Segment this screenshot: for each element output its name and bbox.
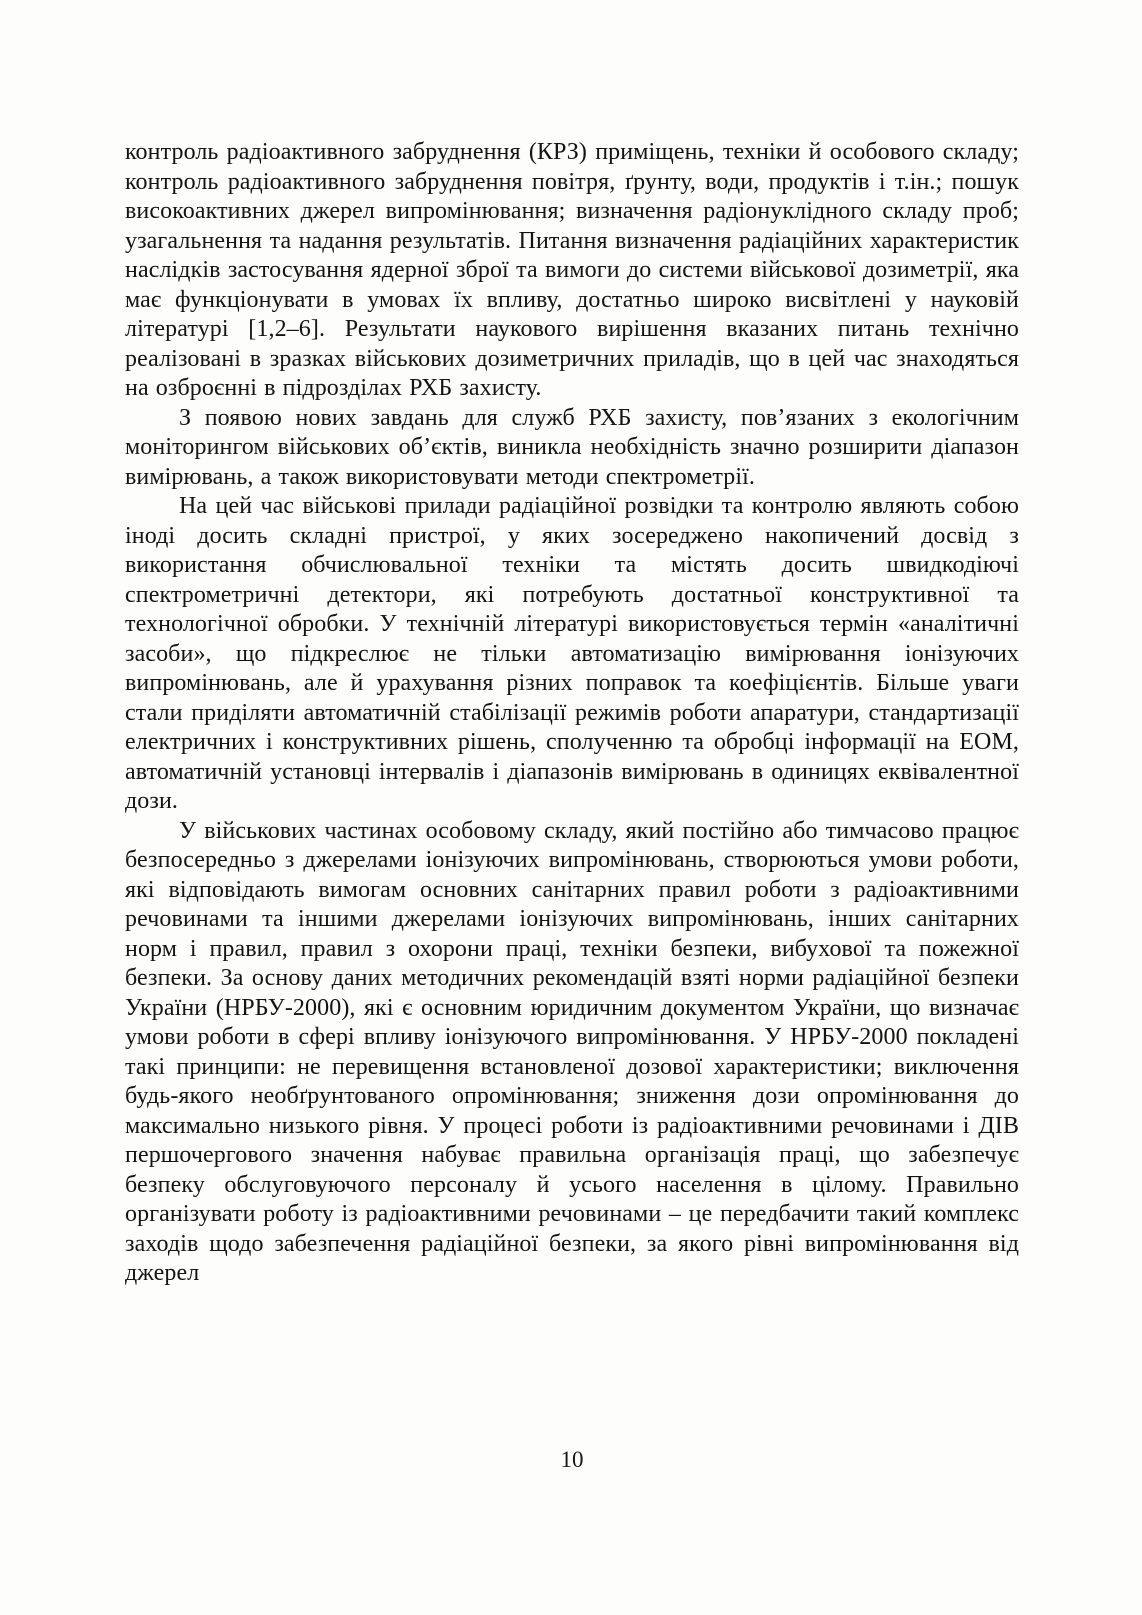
page-number: 10: [560, 1447, 584, 1472]
paragraph-military-devices: На цей час військові прилади радіаційної розвідки та контролю являють собою іноді досить складні пристрої, у яких зосереджено накопичений досвід з використання обчислювальної техніки та містять досить швидкодіючі спектрометричні детектори, які потребують достатньої конструктивної та технологічної обробки. У технічній літературі використовується термін «аналітичні засоби», що підкреслює не тільки автоматизацію вимірювання іонізуючих випромінювань, але й урахування різних поправок та коефіцієнтів. Більше уваги стали приділяти автоматичній стабілізації режимів роботи апаратури, стандартизації електричних і конструктивних рішень, сполученню та обробці інформації на ЕОМ, автоматичній установці інтервалів і діапазонів вимірювань в одиницях еквівалентної дози.: [125, 493, 1019, 814]
body-text: [125, 138, 1019, 1289]
paragraph-new-tasks: З появою нових завдань для служб РХБ захисту, пов’язаних з екологічним моніторингом військових об’єктів, виникла необхідність значно розширити діапазон вимірювань, а також використовувати методи спектрометрії.: [125, 404, 1019, 490]
paragraph-personnel-safety: У військових частинах особовому складу, який постійно або тимчасово працює безпосередньо з джерелами іонізуючих випромінювань, створюються умови роботи, які відповідають вимогам основних санітарних правил роботи з радіоактивними речовинами та іншими джерелами іонізуючих випромінювань, інших санітарних норм і правил, правил з охорони праці, техніки безпеки, вибухової та пожежної безпеки. За основу даних методичних рекомендацій взяті норми радіаційної безпеки України (НРБУ-2000), які є основним юридичним документом України, що визначає умови роботи в сфері впливу іонізуючого випромінювання. У НРБУ-2000 покладені такі принципи: не перевищення встановленої дозової характеристики; виключення будь-якого необґрунтованого опромінювання; зниження дози опромінювання до максимально низького рівня. У процесі роботи із радіоактивними речовинами і ДІВ першочергового значення набуває правильна організація праці, що забезпечує безпеку обслуговуючого персоналу й усього населення в цілому. Правильно організувати роботу із радіоактивними речовинами – це передбачити такий комплекс заходів щодо забезпечення радіаційної безпеки, за якого рівні випромінювання від джерел: [125, 817, 1019, 1286]
paragraph-continuation: контроль радіоактивного забруднення (КРЗ) приміщень, техніки й особового складу; контроль радіоактивного забруднення повітря, ґрунту, води, продуктів і т.ін.; пошук високоактивних джерел випромінювання; визначення радіонуклідного складу проб; узагальнення та надання результатів. Питання визначення радіаційних характеристик наслідків застосування ядерної зброї та вимоги до системи військової дозиметрії, яка має функціонувати в умовах їх впливу, достатньо широко висвітлені у науковій літературі [1,2–6]. Результати наукового вирішення вказаних питань технічно реалізовані в зразках військових дозиметричних приладів, що в цей час знаходяться на озброєнні в підрозділах РХБ захисту.: [125, 139, 1019, 401]
